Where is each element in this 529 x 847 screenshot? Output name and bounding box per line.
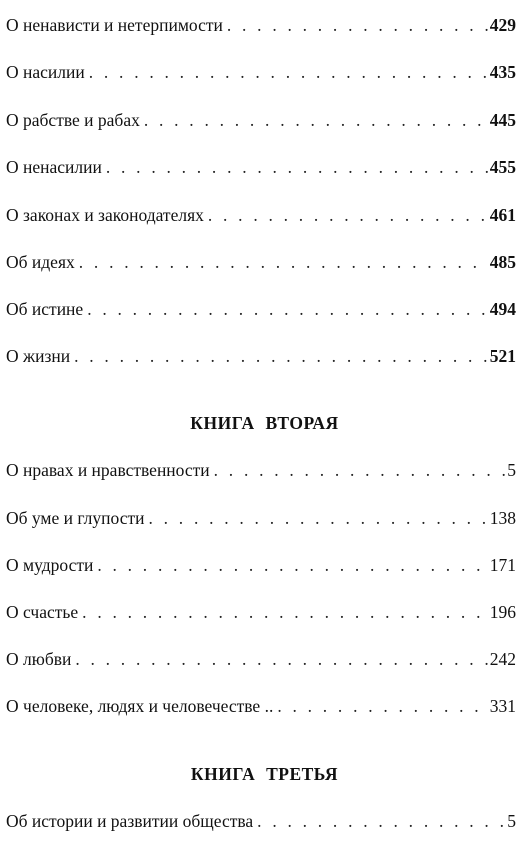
section-heading: КНИГА ВТОРАЯ <box>190 413 339 433</box>
toc-entry-page: 196 <box>489 602 516 622</box>
toc-entry-page: 494 <box>489 299 516 319</box>
toc-entry-page: 5 <box>507 460 516 480</box>
dot-leader <box>106 154 489 180</box>
dot-leader <box>144 107 489 133</box>
toc-entry-page: 485 <box>489 252 516 272</box>
toc-entry <box>6 249 516 275</box>
toc-entry-page: 138 <box>489 508 516 528</box>
toc-entry-page: 429 <box>489 15 516 35</box>
toc-entry <box>6 296 516 322</box>
toc-entry-title: О мудрости <box>6 555 94 575</box>
dot-leader <box>277 693 488 719</box>
dot-leader <box>227 12 489 38</box>
toc-entry-title: О ненависти и нетерпимости <box>6 15 223 35</box>
toc-entry-page: 331 <box>489 696 516 716</box>
toc-entry <box>6 808 516 834</box>
dot-leader <box>149 505 489 531</box>
toc-entry <box>6 505 516 531</box>
toc-entry-title: Об идеях <box>6 252 75 272</box>
toc-entry-page: 461 <box>489 205 516 225</box>
toc-entry <box>6 646 516 672</box>
toc-entry-title: О нравах и нравственности <box>6 460 210 480</box>
dot-leader <box>74 343 489 369</box>
toc-entry <box>6 693 516 719</box>
dot-leader <box>79 249 489 275</box>
toc-entry-page: 435 <box>489 62 516 82</box>
toc-entry-page: 455 <box>489 157 516 177</box>
toc-entry <box>6 107 516 133</box>
toc-entry <box>6 457 516 483</box>
toc-entry-page: 242 <box>489 649 516 669</box>
toc-entry-title: О любви <box>6 649 72 669</box>
toc-entry-page: 5 <box>507 811 516 831</box>
toc-entry-page: 445 <box>489 110 516 130</box>
dot-leader <box>257 808 506 834</box>
toc-entry <box>6 12 516 38</box>
dot-leader <box>82 599 489 625</box>
dot-leader <box>97 552 488 578</box>
toc-entry <box>6 59 516 85</box>
toc-entry-title: Об истории и развитии общества <box>6 811 254 831</box>
toc-entry-title: О рабстве и рабах <box>6 110 140 130</box>
dot-leader <box>75 646 488 672</box>
toc-entry-title: О насилии <box>6 62 85 82</box>
dot-leader <box>89 59 489 85</box>
toc-entry <box>6 343 516 369</box>
toc-entry-title: О человеке, людях и человечестве .. <box>6 696 274 716</box>
toc-entry-page: 521 <box>489 346 516 366</box>
toc-entry <box>6 202 516 228</box>
toc-entry-title: О счастье <box>6 602 79 622</box>
toc-entry <box>6 552 516 578</box>
toc-entry-title: О законах и законодателях <box>6 205 204 225</box>
toc-entry <box>6 154 516 180</box>
dot-leader <box>214 457 507 483</box>
dot-leader <box>87 296 489 322</box>
toc-entry-page: 171 <box>489 555 516 575</box>
toc-entry-title: Об уме и глупости <box>6 508 145 528</box>
toc-entry <box>6 599 516 625</box>
toc-entry-title: О жизни <box>6 346 71 366</box>
section-heading: КНИГА ТРЕТЬЯ <box>190 764 339 784</box>
dot-leader <box>208 202 489 228</box>
toc-entry-title: Об истине <box>6 299 84 319</box>
toc-entry-title: О ненасилии <box>6 157 102 177</box>
